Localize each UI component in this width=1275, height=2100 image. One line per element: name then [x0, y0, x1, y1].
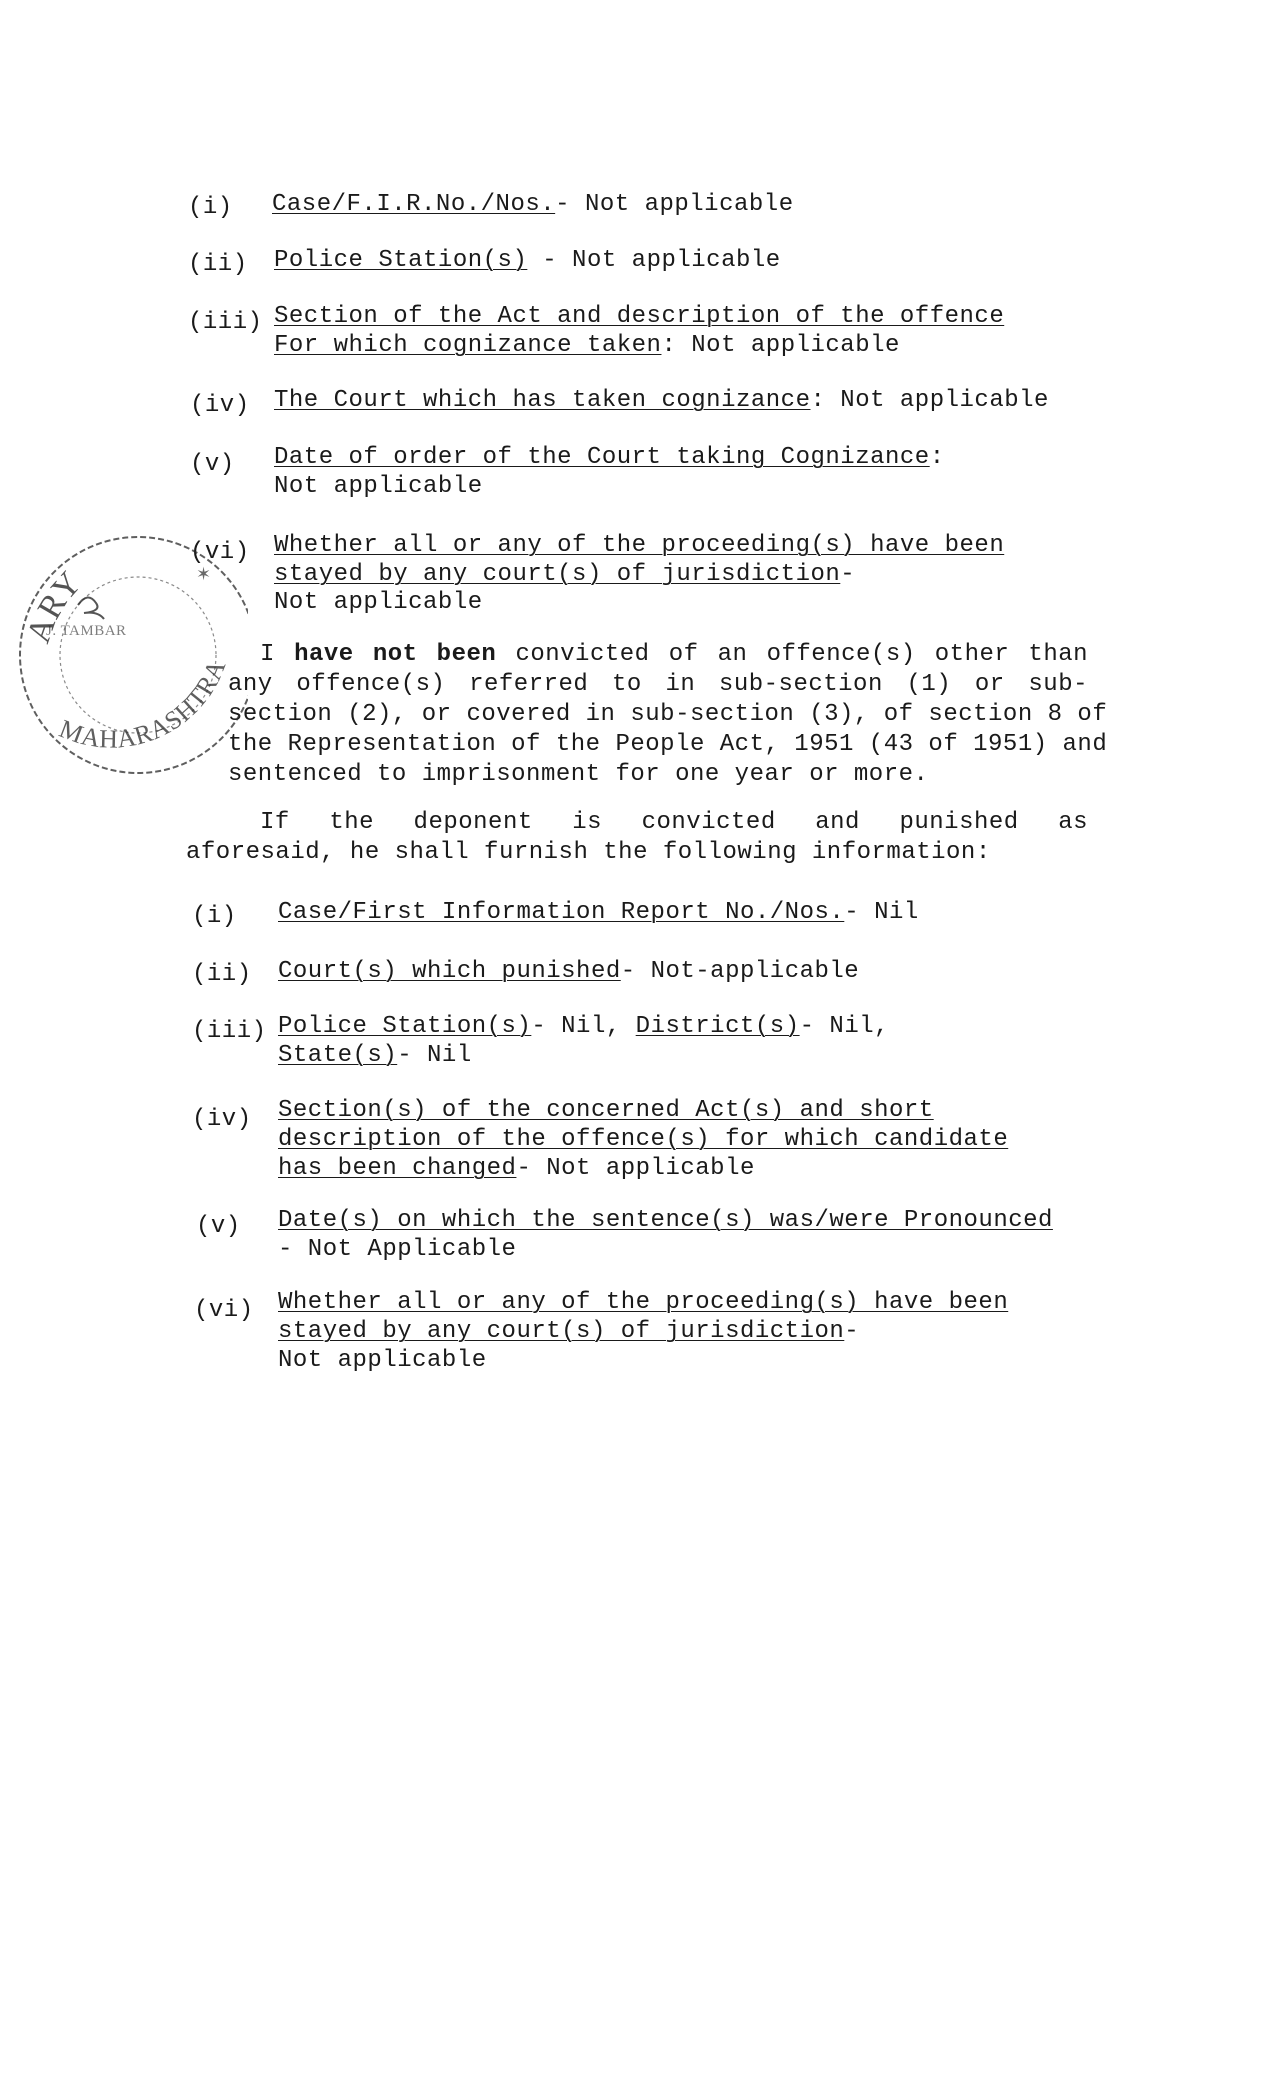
item-value: - Not applicable	[516, 1155, 755, 1182]
list-item	[278, 957, 859, 987]
list-item	[278, 1206, 1053, 1236]
item-value: Not applicable	[274, 589, 483, 616]
item-label: Whether all or any of the proceeding(s) have been	[274, 532, 1005, 559]
list-item	[274, 560, 855, 590]
item-label: Section of the Act and description of the offence	[274, 303, 1005, 330]
item-label: The Court which has taken cognizance	[274, 387, 811, 414]
list-item	[272, 190, 794, 220]
item-label: Court(s) which punished	[278, 958, 621, 985]
item-value: -	[844, 1318, 860, 1345]
conditional-paragraph	[186, 808, 1088, 868]
item-label: Police Station(s)	[274, 247, 528, 274]
item-label: Date(s) on which the sentence(s) was/were Pronounced	[278, 1207, 1053, 1234]
item-label: District(s)	[635, 1013, 800, 1040]
item-value: - Nil	[844, 899, 919, 926]
item-number: (ii)	[192, 961, 252, 988]
stamp-bottom-text: MAHARASHTRA	[55, 655, 232, 754]
item-value: : Not applicable	[661, 332, 900, 359]
list-item	[274, 472, 483, 502]
item-label: State(s)	[278, 1042, 398, 1069]
item-value: -	[840, 561, 856, 588]
declaration-line: sentenced to imprisonment for one year or more.	[228, 761, 929, 788]
declaration-paragraph	[228, 640, 1108, 790]
list-item	[278, 898, 919, 928]
stamp-top-text: ARY	[19, 564, 90, 648]
conditional-line: aforesaid, he shall furnish the following information:	[186, 839, 991, 866]
item-label: description of the offence(s) for which candidate	[278, 1126, 1009, 1153]
list-item	[274, 386, 1049, 416]
item-value: Not applicable	[274, 473, 483, 500]
declaration-line: the Representation of the People Act, 1951 (43 of 1951) and	[228, 731, 1108, 758]
item-number: (i)	[188, 194, 233, 221]
list-item	[274, 302, 1004, 332]
declaration-line: any offence(s) referred to in sub-section (1) or sub-	[228, 671, 1088, 698]
stamp-star-icon: ✶	[196, 564, 212, 584]
item-value: - Not applicable	[527, 247, 781, 274]
item-number: (iv)	[190, 392, 250, 419]
item-label: Case/F.I.R.No./Nos.	[272, 191, 556, 218]
item-label: stayed by any court(s) of jurisdiction	[274, 561, 841, 588]
conditional-line: If the deponent is convicted and punished as	[260, 809, 1088, 836]
item-value: - Nil	[397, 1042, 472, 1069]
item-number: (ii)	[188, 251, 248, 278]
item-number: (iv)	[192, 1106, 252, 1133]
list-item	[278, 1288, 1008, 1318]
item-value: :	[929, 444, 945, 471]
list-item	[274, 331, 900, 361]
list-item	[278, 1154, 755, 1184]
item-label: Section(s) of the concerned Act(s) and short	[278, 1097, 934, 1124]
item-number: (i)	[192, 903, 237, 930]
list-item	[278, 1012, 889, 1042]
item-value: : Not applicable	[810, 387, 1049, 414]
item-label: has been changed	[278, 1155, 517, 1182]
item-number: (v)	[196, 1213, 241, 1240]
stamp-inner-text: J. TAMBAR	[46, 623, 127, 639]
list-item	[274, 588, 483, 618]
item-label: Case/First Information Report No./Nos.	[278, 899, 845, 926]
item-value: - Not-applicable	[620, 958, 860, 985]
item-value: - Nil,	[531, 1013, 636, 1040]
declaration-line: I have not been convicted of an offence(s) other than	[260, 641, 1089, 668]
list-item	[278, 1125, 1008, 1155]
list-item	[278, 1346, 487, 1376]
item-number: (vi)	[190, 539, 250, 566]
item-value: Not applicable	[278, 1347, 487, 1374]
stamp-signature	[78, 597, 104, 619]
item-value: - Not applicable	[555, 191, 794, 218]
list-item	[274, 246, 781, 276]
item-value: - Not Applicable	[278, 1236, 517, 1263]
list-item	[278, 1235, 516, 1265]
notary-stamp	[18, 505, 248, 805]
list-item	[274, 443, 945, 473]
declaration-emphasis: have not been	[294, 641, 497, 668]
item-value: - Nil,	[799, 1013, 890, 1040]
item-number: (vi)	[194, 1297, 254, 1324]
list-item	[278, 1096, 934, 1126]
item-number: (iii)	[188, 309, 263, 336]
list-item	[274, 531, 1004, 561]
item-label: Whether all or any of the proceeding(s) have been	[278, 1289, 1009, 1316]
item-number: (v)	[190, 451, 235, 478]
list-item	[278, 1317, 859, 1347]
declaration-line: section (2), or covered in sub-section (3), of section 8 of	[228, 701, 1108, 728]
item-label: stayed by any court(s) of jurisdiction	[278, 1318, 845, 1345]
item-label: Police Station(s)	[278, 1013, 532, 1040]
item-label: Date of order of the Court taking Cognizance	[274, 444, 930, 471]
list-item	[278, 1041, 472, 1071]
item-number: (iii)	[192, 1018, 267, 1045]
item-label: For which cognizance taken	[274, 332, 662, 359]
